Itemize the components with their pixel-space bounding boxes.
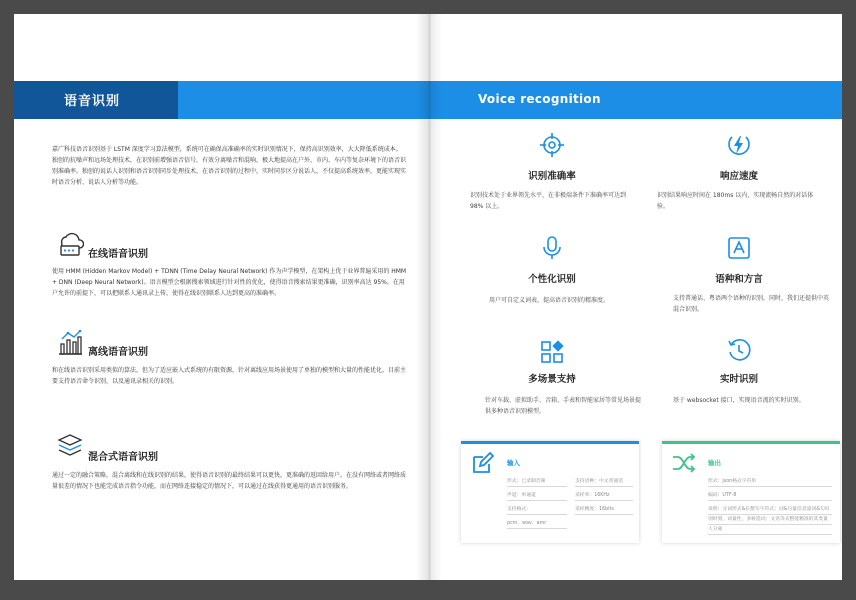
- feature-title-realtime: 实时识别: [719, 374, 758, 385]
- input-field-format-values: pcm、wav、amr: [507, 521, 547, 526]
- input-card-label: 输入: [507, 459, 520, 467]
- feature-text-realtime: 基于 websocket 接口，实现语音流的实时识别。: [673, 397, 805, 404]
- right-page: [428, 14, 842, 580]
- left-header-band: [14, 81, 428, 119]
- divider: [708, 514, 832, 515]
- output-card-top-bar: [662, 441, 840, 444]
- refresh-clock-icon: [726, 337, 752, 363]
- divider: [708, 534, 832, 535]
- divider: [575, 514, 633, 515]
- left-page: [14, 14, 428, 580]
- section-title-offline: 离线语音识别: [88, 347, 148, 358]
- intro-paragraph: 嘉广科技语音识别基于 LSTM 深度学习算法模型，系统可在确保高准确率的实时识别情况下，保持高识别效率，大大降低系统成本。独创的抗噪声和远场处理技术，在识别前增强语音信号，有效分离噪音和混响，极大地提高在户外、市内、车内等复杂环境下的语音识别准确率。独创的说话人识别和语音识别同步处理技术，在语音识别的过程中，实时同步区分说话人，不仅提高系统效率，更能实现实时语音分析、说话人分析等功能。: [52, 146, 407, 186]
- output-card: [662, 441, 840, 543]
- cloud-server-icon: [56, 230, 84, 258]
- shuffle-icon: [672, 453, 696, 473]
- input-field-form: 形式：已录制音频: [507, 479, 546, 484]
- input-field-language: 支持语种：中文普通话: [575, 479, 623, 484]
- divider: [507, 528, 567, 529]
- input-field-sample-precision: 采样精度：16bits: [575, 507, 614, 512]
- section-text-offline: 和在线语音识别采用类似的算法，但为了适应嵌入式系统的有限资源，针对离线应用场景使用了单独的模型和大量的性能优化。目前主要支持语音命令识别，以及通讯录相关的识别。: [52, 367, 407, 385]
- divider: [575, 500, 633, 501]
- section-text-hybrid: 通过一定的融合策略，混合离线和在线识别的结果，使得语音识别的最终结果可以更快，更准确的返回给用户。在没有网络或者网络质量很差的情况下也能完成语音指令功能，而在网络连接稳定的情况下，可以通过在线获得更通用的语音识别服务。: [52, 472, 407, 490]
- layers-icon: [56, 432, 84, 460]
- divider: [708, 486, 832, 487]
- lightning-icon: [726, 132, 752, 158]
- bar-chart-icon: [56, 328, 84, 356]
- divider: [507, 486, 567, 487]
- target-icon: [539, 132, 565, 158]
- output-field-form: 形式：json格式字符串: [708, 479, 757, 484]
- section-title-online: 在线语音识别: [88, 249, 148, 260]
- output-field-encoding: 编码：UTF-8: [708, 493, 737, 498]
- input-card: [461, 441, 639, 543]
- divider: [708, 500, 832, 501]
- right-header-band: [428, 81, 842, 119]
- divider: [507, 500, 567, 501]
- input-field-sample-rate: 采样率：16KHz: [575, 493, 610, 498]
- edit-icon: [471, 451, 495, 475]
- feature-title-speed: 响应速度: [719, 171, 758, 182]
- right-page-title: Voice recognition: [478, 92, 601, 106]
- feature-text-scenarios: 针对车载、虚拟助手、音箱、手表和智能家居等常见场景提供多种语音识别模型。: [485, 397, 642, 415]
- left-page-title: 语音识别: [64, 94, 121, 109]
- input-field-format-label: 支持格式：: [507, 507, 531, 512]
- feature-text-languages: 支持普通话、粤语两个语种的识别，同时，我们还提供中英混合识别。: [673, 295, 830, 313]
- feature-title-languages: 语种和方言: [715, 274, 763, 285]
- divider: [507, 514, 567, 515]
- input-card-top-bar: [461, 441, 639, 444]
- grid-icon: [539, 339, 565, 365]
- feature-text-personalization: 用户可自定义词表，提高语音识别的精准度。: [489, 297, 610, 304]
- output-card-label: 输出: [708, 459, 721, 467]
- text-box-icon: [726, 235, 752, 261]
- microphone-icon: [539, 235, 565, 261]
- divider: [575, 486, 633, 487]
- output-field-description: 说明：分词形式&长整句字符式；词&句量信息量词&句识别时刻，词量性，多候选词；文语等式整能精准的其类量人分离: [708, 507, 830, 532]
- brochure-spread: [14, 14, 842, 580]
- divider: [708, 524, 832, 525]
- feature-title-personalization: 个性化识别: [528, 274, 576, 285]
- section-text-online: 使用 HMM (Hidden Markov Model) + TDNN (Time Delay Neural Network) 作为声学模型，在架构上优于业界普遍采用的 HMM + DNN (Deep Neural Network)。语言模型会根据搜索领域进行针对性的优化，使得语音搜索结果更准确，识别率高达 95%。在用户允许的前提下，可以把联系人通讯录上传，使得在线识别联系人达到更高的准确率。: [52, 268, 407, 297]
- feature-title-accuracy: 识别准确率: [528, 171, 576, 182]
- feature-title-scenarios: 多场景支持: [528, 374, 576, 385]
- feature-text-accuracy: 识别技术处于业界领先水平，在非极端条件下准确率可达到 98% 以上。: [470, 192, 627, 210]
- feature-text-speed: 识别结果响应时间在 180ms 以内，实现流畅自然的对话体验。: [657, 192, 814, 210]
- section-title-hybrid: 混合式语音识别: [88, 452, 158, 463]
- input-field-channel: 声道：单通道: [507, 493, 536, 498]
